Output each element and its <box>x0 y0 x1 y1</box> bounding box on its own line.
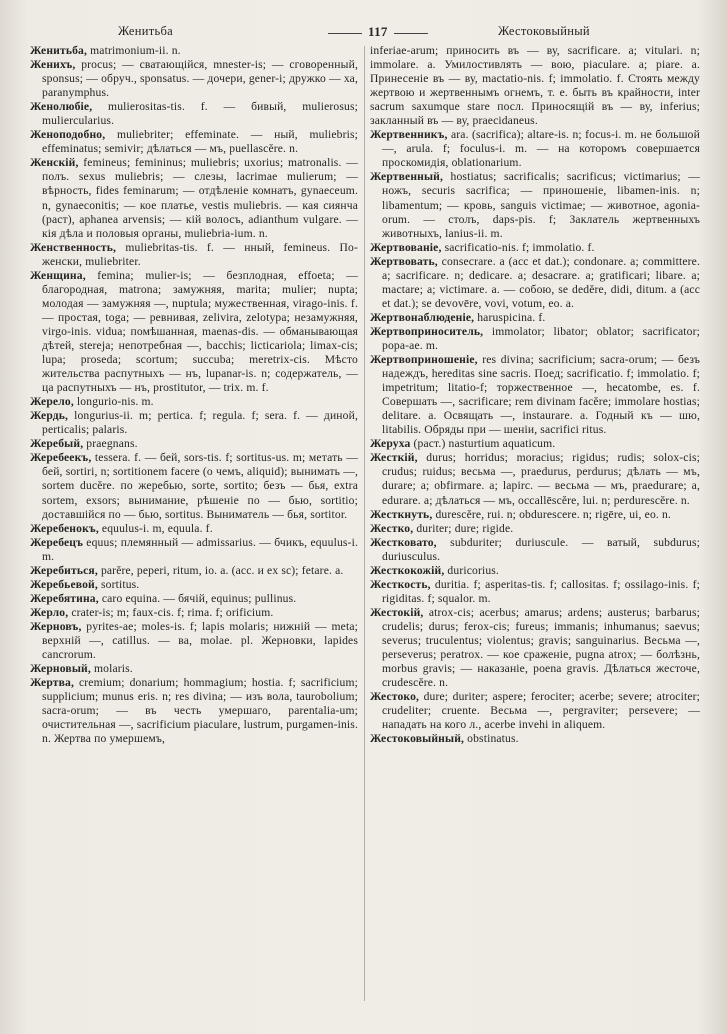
entry-headword: Женихъ, <box>30 58 76 72</box>
entry-definition: sortitus. <box>97 577 140 591</box>
entry-headword: Жеребьевой, <box>30 577 98 591</box>
dictionary-entry <box>30 536 358 564</box>
dictionary-entry <box>30 592 358 606</box>
entry-headword: Жеребятина, <box>30 591 99 605</box>
entry-definition: hostiatus; sacrificalis; sacrificus; victimarius; — ножъ, securis sacrifica; — приношеніе, libamen-inis. n; libamentum; — кровь, sanguis victimae; — животное, agonia-orum. — столъ, daps-pis. f; Заклатель жертвенныхъ животныхъ, lanius-ii. m. <box>382 170 700 240</box>
dictionary-entry <box>30 437 358 451</box>
entry-headword: Женоподобно, <box>30 128 106 142</box>
dictionary-entry <box>30 620 358 662</box>
dictionary-entry <box>30 44 358 58</box>
entry-definition: ara. (sacrifica); altare-is. n; focus-i. m. не большой —, arula. f; foculus-i. m. — на которомъ совершается проскомидія, oblationarium. <box>382 128 700 170</box>
dictionary-entry <box>370 437 700 451</box>
entry-definition: equus; племянный — admissarius. — бчикъ, equulus-i. m. <box>42 535 358 563</box>
dictionary-entry <box>30 269 358 395</box>
entry-definition: muliebriter; effeminate. — ный, muliebris; effeminatus; semivir; дѣлаться — мъ, puellascĕre. n. <box>42 128 358 156</box>
entry-definition: tessera. f. — бей, sors-tis. f; sortitus-us. m; метать — бей, sortiri, n; sortitionem facere (о чемъ, aliquid); вынимать —, sortem ducĕre. по жеребью, sorte, sortito; безъ — бья, extra sortem, exsors; вынимание, рѣшеніе по — бью, sortitio; доставшійся по — бью, sortitus. Выниматель — бья, sortitor. <box>42 451 358 521</box>
entry-definition: praegnans. <box>83 437 138 451</box>
entry-definition: muliebritas-tis. f. — нный, femineus. По-женски, muliebriter. <box>42 240 358 268</box>
entry-definition: equulus-i. m, equula. f. <box>98 521 213 535</box>
dictionary-entry <box>370 241 700 255</box>
entry-definition: dure; duriter; aspere; ferociter; acerbe; severe; atrociter; crudeliter; cruente. Весьма —, pergraviter; persevere; — нападать на кого л., acerbe invehi in aliquem. <box>382 690 700 732</box>
entry-headword: Жесткій, <box>370 451 418 465</box>
entry-definition: femina; mulier-is; — безплодная, effoeta; — благородная, matrona; замужняя, marita; mulier; nupta; молодая — замужняя —, nuptula; мужественная, virago-inis. f. — простая, toga; — ревнивая, zelivira, zelotypa; незамужняя, virgo-inis. vidua; помѣшанная, maenas-dis. — обманывающая дѣтей, stereja; непотребная —, bacchis; licticariola; limax-cis; lupa; proseda; scortum; succuba; meretrix-cis. Мѣсто жительства распутныхъ — нъ, lupanar-is. n; содержатель, — ца распутныхъ — нъ, prostitutor, — trix. m. f. <box>42 268 358 395</box>
entry-definition: mulierositas-tis. f. — бивый, mulierosus; muliercularius. <box>42 100 358 128</box>
entry-headword: Женскій, <box>30 156 79 170</box>
entry-headword: Жестокій, <box>370 605 424 619</box>
entry-definition: durus; horridus; moracius; rigidus; rudis; solox-cis; crudus; ruidus; весьма —, praedurus, perdurus; дѣлать — мъ, durare; a; obfirmare. a; lapirc. — весьма — мъ, praedurare; a, edurare. a; дѣлаться — мъ, occallēscĕre, lui. n; perdurescĕre. n. <box>382 451 700 507</box>
dictionary-entry <box>370 170 700 240</box>
entry-headword: Жердь, <box>30 409 69 423</box>
dictionary-entry <box>30 58 358 100</box>
left-column <box>30 44 358 746</box>
entry-headword: Жестоковыйный, <box>370 732 465 746</box>
entry-definition: cremium; donarium; hommagium; hostia. f; sacrificium; supplicium; munus eris. n; res divina; — изъ вола, taurobolium; sacra-orum; — въ честь умершаго, parentalia-um; очистительная —, sacrificium piaculare, lustrum, purgamen-inis. n. Жертва по умершемъ, <box>42 676 358 746</box>
entry-headword: Женитьба, <box>30 44 88 57</box>
entry-definition: crater-is; m; faux-cis. f; rima. f; orificium. <box>68 605 274 619</box>
entry-headword: Жеребый, <box>30 437 84 451</box>
entry-headword: Жестковато, <box>370 535 437 549</box>
entry-headword: Жеруха <box>370 437 411 451</box>
entry-definition: molaris. <box>90 662 133 676</box>
entry-headword: Женщина, <box>30 268 86 282</box>
entry-definition: longurio-nis. m. <box>73 395 154 409</box>
entry-definition: (раст.) nasturtium aquaticum. <box>410 437 556 451</box>
entry-headword: Жерновый, <box>30 662 91 676</box>
entry-definition: duricorius. <box>444 563 499 577</box>
dictionary-entry <box>30 100 358 128</box>
running-head-left: Женитьба <box>118 24 173 38</box>
dictionary-entry <box>370 536 700 564</box>
dictionary-entry <box>370 690 700 732</box>
entry-headword: Жерело, <box>30 395 74 409</box>
entry-headword: Жеребецъ <box>30 535 84 549</box>
dictionary-entry <box>370 732 700 746</box>
dictionary-entry <box>30 662 358 676</box>
dictionary-entry <box>30 241 358 269</box>
entry-definition: femineus; femininus; muliebris; uxorius; matronalis. — полъ. sexus muliebris; — слезы, lacrimae mulierum; — вѣрность, fides feminarum; — отдѣленіе комнатъ, gynaeceum. n, gynaeconitis; — кое платье, vestis muliebris. — кая сиянча (раст), aphanea arvensis; — кій волосъ, adianthum vulgare. — кія дѣла и половыя органы, muliebria-ium. n. <box>42 156 358 240</box>
dictionary-entry <box>30 451 358 521</box>
entry-definition: matrimonium-ii. n. <box>87 44 181 57</box>
page-number: 117 <box>322 24 434 40</box>
dictionary-entry <box>30 409 358 437</box>
right-column <box>370 44 700 746</box>
entry-headword: Жесткокожій, <box>370 563 445 577</box>
entry-definition: consecrare. a (acc et dat.); condonare. a; committere. a; sacrificare. n; dedicare. a; desacrare. a; gratificari; libare. a; mactare; a; victimare. a. — собою, se dedĕre, didi, ditum. a (acc et dat.); se devovēre, vovi, votum, eo. a. <box>382 254 700 310</box>
dictionary-entry <box>370 353 700 437</box>
entry-definition: haruspicina. f. <box>474 310 546 324</box>
dictionary-entry <box>30 128 358 156</box>
entry-headword: Жестко, <box>370 521 414 535</box>
entry-headword: Женолюбіе, <box>30 100 93 114</box>
entry-headword: Жертва, <box>30 676 75 690</box>
entry-headword: Жесткнуть, <box>370 507 433 521</box>
entry-definition: duritia. f; asperitas-tis. f; callositas. f; ossilago-inis. f; rigiditas. f; squalor. m. <box>382 577 700 605</box>
dictionary-entry <box>30 606 358 620</box>
dictionary-entry <box>370 564 700 578</box>
dictionary-entry <box>370 451 700 507</box>
dictionary-entry <box>370 522 700 536</box>
dictionary-entry <box>370 325 700 353</box>
dictionary-entry <box>30 676 358 746</box>
entry-headword: Жертвоприноситель, <box>370 324 484 338</box>
dictionary-entry <box>30 156 358 240</box>
entry-definition: obstinatus. <box>464 732 519 746</box>
dictionary-entry <box>370 578 700 606</box>
running-head-right: Жестоковыйный <box>498 24 590 38</box>
dictionary-entry <box>370 606 700 690</box>
entry-headword: Жертвовать, <box>370 254 438 268</box>
dictionary-entry <box>370 508 700 522</box>
entry-headword: Жеребенокъ, <box>30 521 99 535</box>
entry-definition: atrox-cis; acerbus; amarus; ardens; austerus; barbarus; crudelis; durus; ferox-cis; fureus; immanis; inhumanus; saevus; severus; truculentus; violentus; gravis; sanguinarius. Весьма —, perseverus; peratrox. — кое сраженіе, pugna atrox; — болѣзнь, morbus gravis; — наказаніе, poena gravis. Дѣлаться жесточе, crudescĕre. n. <box>382 605 700 690</box>
entry-definition: duriter; dure; rigide. <box>413 521 514 535</box>
dictionary-entry <box>30 578 358 592</box>
entry-headword: Жеребиться, <box>30 563 98 577</box>
column-divider <box>364 46 365 1001</box>
entry-headword: Жертвенный, <box>370 170 444 184</box>
dictionary-entry <box>370 44 700 128</box>
entry-headword: Жертвованіе, <box>370 240 442 254</box>
entry-headword: Жерновъ, <box>30 619 82 633</box>
entry-definition: caro equina. — бячій, equinus; pullinus. <box>98 591 297 605</box>
entry-definition: sacrificatio-nis. f; immolatio. f. <box>441 240 595 254</box>
dictionary-entry <box>370 128 700 170</box>
entry-definition: res divina; sacrificium; sacra-orum; — безъ надеждъ, hereditas sine sacris. Поед; sacrificatio. f; immolatio. f; impetritum; litatio-f; торжественное —, hecatombe, es. f. Совершать —, sacrificare; rem divinam facĕre; immolare hostias; delitare. a. Освящать —, instaurare. a. Годный къ — шю, litabilis. Обряды при — шеніи, sacrifici ritus. <box>382 353 700 437</box>
dictionary-entry <box>370 255 700 311</box>
entry-headword: Жерло, <box>30 605 69 619</box>
entry-headword: Жеребеекъ, <box>30 451 92 465</box>
dictionary-entry <box>370 311 700 325</box>
dictionary-entry <box>30 522 358 536</box>
entry-headword: Жертвонаблюденіе, <box>370 310 475 324</box>
entry-headword: Женственность, <box>30 240 117 254</box>
dictionary-entry <box>30 564 358 578</box>
entry-definition: durescĕre, rui. n; obdurescere. n; rigēre, ui, eo. n. <box>432 507 671 521</box>
entry-headword: Жертвенникъ, <box>370 128 448 142</box>
entry-definition: immolator; libator; oblator; sacrificator; popa-ae. m. <box>382 324 700 352</box>
entry-definition: inferiae-arum; приносить въ — ву, sacrificare. a; vitulari. n; immolare. a. Умилостивлять — вою, piaculare. a; piare. a. Принесеніе въ — ву, mactatio-nis. f; immolatio. f. Стоять между жертвою и жертвеннымъ огнемъ, т. е. быть въ крайности, inter sacrum saxumque stare посл. Приносящій въ — ву, inferius; закланный въ — ву, praecidaneus. <box>370 44 700 128</box>
entry-headword: Жертвоприношеніе, <box>370 353 478 367</box>
dictionary-entry <box>30 395 358 409</box>
entry-headword: Жесткость, <box>370 577 431 591</box>
entry-definition: longurius-ii. m; pertica. f; regula. f; sera. f. — диной, perticalis; palaris. <box>42 409 358 437</box>
entry-definition: procus; — сватающійся, mnester-is; — сговоренный, sponsus; — обруч., sponsatus. — дочери, gener-i; дружко — ха, paranymphus. <box>42 58 358 100</box>
entry-definition: subduriter; duriuscule. — ватый, subdurus; duriusculus. <box>382 535 700 563</box>
entry-definition: pyrites-ae; moles-is. f; lapis molaris; нижній — meta; верхній —, catillus. — ва, molae. pl. Жерновки, lapides cancrorum. <box>42 619 358 662</box>
entry-definition: parĕre, peperi, ritum, io. a. (acc. и ex sc); fetare. a. <box>97 563 344 577</box>
entry-headword: Жестоко, <box>370 690 420 704</box>
